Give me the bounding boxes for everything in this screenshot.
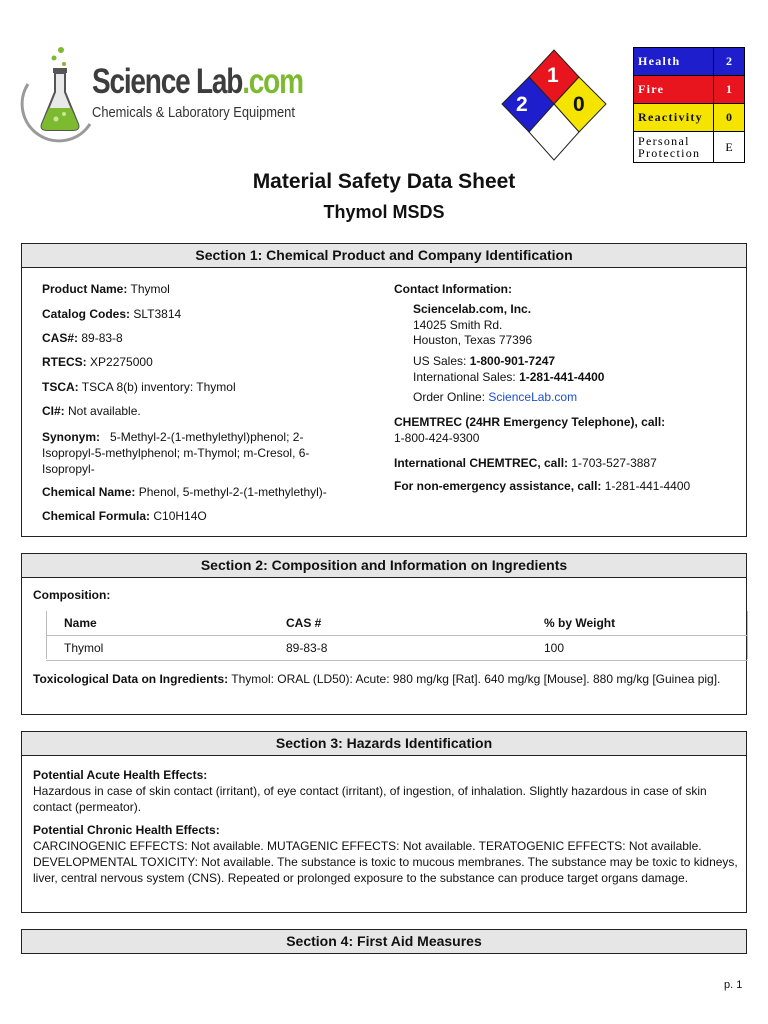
table-row <box>46 636 748 661</box>
section-3-heading: Section 3: Hazards Identification <box>21 731 747 756</box>
hmis-value: 1 <box>714 76 745 104</box>
nfpa-diamond <box>499 48 609 164</box>
rtecs: RTECS: XP2275000 <box>42 355 153 369</box>
hmis-value: 0 <box>714 104 745 132</box>
section-4-heading: Section 4: First Aid Measures <box>21 929 747 954</box>
chemtrec-phone: 1-800-424-9300 <box>394 431 480 445</box>
page-number: p. 1 <box>724 979 743 991</box>
logo-tagline: Chemicals & Laboratory Equipment <box>92 104 295 121</box>
hmis-label: Fire <box>634 76 714 104</box>
table-cell: 89-83-8 <box>268 636 526 661</box>
company-name: Sciencelab.com, Inc. <box>413 302 532 316</box>
address-line-2: Houston, Texas 77396 <box>413 333 533 347</box>
hmis-protection-row <box>634 132 745 163</box>
us-sales: US Sales: 1-800-901-7247 <box>413 354 556 368</box>
catalog-codes: Catalog Codes: SLT3814 <box>42 307 182 321</box>
table-header-row <box>46 611 748 636</box>
non-emergency-phone: For non-emergency assistance, call: 1-281-441-4400 <box>394 479 691 493</box>
section-2-heading: Section 2: Composition and Information on Ingredients <box>21 553 747 578</box>
nfpa-reactivity-rating: 0 <box>573 93 585 116</box>
hmis-value: E <box>714 132 745 163</box>
chemical-formula: Chemical Formula: C10H14O <box>42 509 207 523</box>
column-header: Name <box>64 616 97 630</box>
acute-effects-label: Potential Acute Health Effects: <box>33 768 208 782</box>
ci-number: CI#: Not available. <box>42 404 141 418</box>
contact-heading: Contact Information: <box>394 282 512 296</box>
column-header: % by Weight <box>544 616 616 630</box>
hmis-label: Personal Protection <box>634 132 714 163</box>
composition-label: Composition: <box>33 588 111 602</box>
product-name: Product Name: Thymol <box>42 282 170 296</box>
composition-table <box>46 611 748 661</box>
hmis-rating-table <box>633 47 745 163</box>
order-online-link[interactable]: ScienceLab.com <box>488 390 578 404</box>
address-line-1: 14025 Smith Rd. <box>413 318 503 332</box>
nfpa-fire-rating: 1 <box>547 64 559 87</box>
page-subtitle: Thymol MSDS <box>323 202 445 222</box>
hmis-label: Health <box>634 48 714 76</box>
hmis-value: 2 <box>714 48 745 76</box>
chronic-effects-text: CARCINOGENIC EFFECTS: Not available. MUTAGENIC EFFECTS: Not available. TERATOGENIC EFFECTS: Not available. DEVELOPMENTAL TOXICITY: Not available. The substance is toxic to mucous membranes. The substance may be toxic to kidneys, liver, central nervous system (CNS). Repeated or prolonged exposure to the substance can produce target organs damage. <box>33 839 738 885</box>
column-header: CAS # <box>286 616 322 630</box>
table-cell: Thymol <box>46 636 268 661</box>
hmis-fire-row <box>634 76 745 104</box>
tsca: TSCA: TSCA 8(b) inventory: Thymol <box>42 380 236 394</box>
intl-chemtrec: International CHEMTREC, call: 1-703-527-3887 <box>394 456 657 470</box>
chronic-effects-label: Potential Chronic Health Effects: <box>33 823 220 837</box>
hmis-reactivity-row <box>634 104 745 132</box>
toxicological-data: Toxicological Data on Ingredients: Thymol: ORAL (LD50): Acute: 980 mg/kg [Rat]. 640 mg/kg [Mouse]. 880 mg/kg [Guinea pig]. <box>33 672 721 686</box>
synonym: Synonym: 5-Methyl-2-(1-methylethyl)phenol; 2-Isopropyl-5-methylphenol; m-Thymol; m-Cresol, 6-Isopropyl- <box>42 430 310 476</box>
flask-icon <box>20 44 100 144</box>
hmis-label: Reactivity <box>634 104 714 132</box>
table-cell: 100 <box>526 636 748 661</box>
cas-number: CAS#: 89-83-8 <box>42 331 123 345</box>
page-title: Material Safety Data Sheet <box>252 170 516 193</box>
hmis-health-row <box>634 48 745 76</box>
order-online: Order Online: ScienceLab.com <box>413 390 578 404</box>
section-1-heading: Section 1: Chemical Product and Company Identification <box>21 243 747 268</box>
chemtrec-label: CHEMTREC (24HR Emergency Telephone), call: <box>394 415 666 429</box>
international-sales: International Sales: 1-281-441-4400 <box>413 370 605 384</box>
logo-wordmark: Science Lab.com <box>92 62 303 101</box>
acute-effects-text: Hazardous in case of skin contact (irritant), of eye contact (irritant), of ingestion, of inhalation. Slightly hazardous in case of skin contact (permeator). <box>33 784 707 814</box>
nfpa-health-rating: 2 <box>516 93 528 116</box>
chemical-name: Chemical Name: Phenol, 5-methyl-2-(1-methylethyl)- <box>42 485 327 499</box>
